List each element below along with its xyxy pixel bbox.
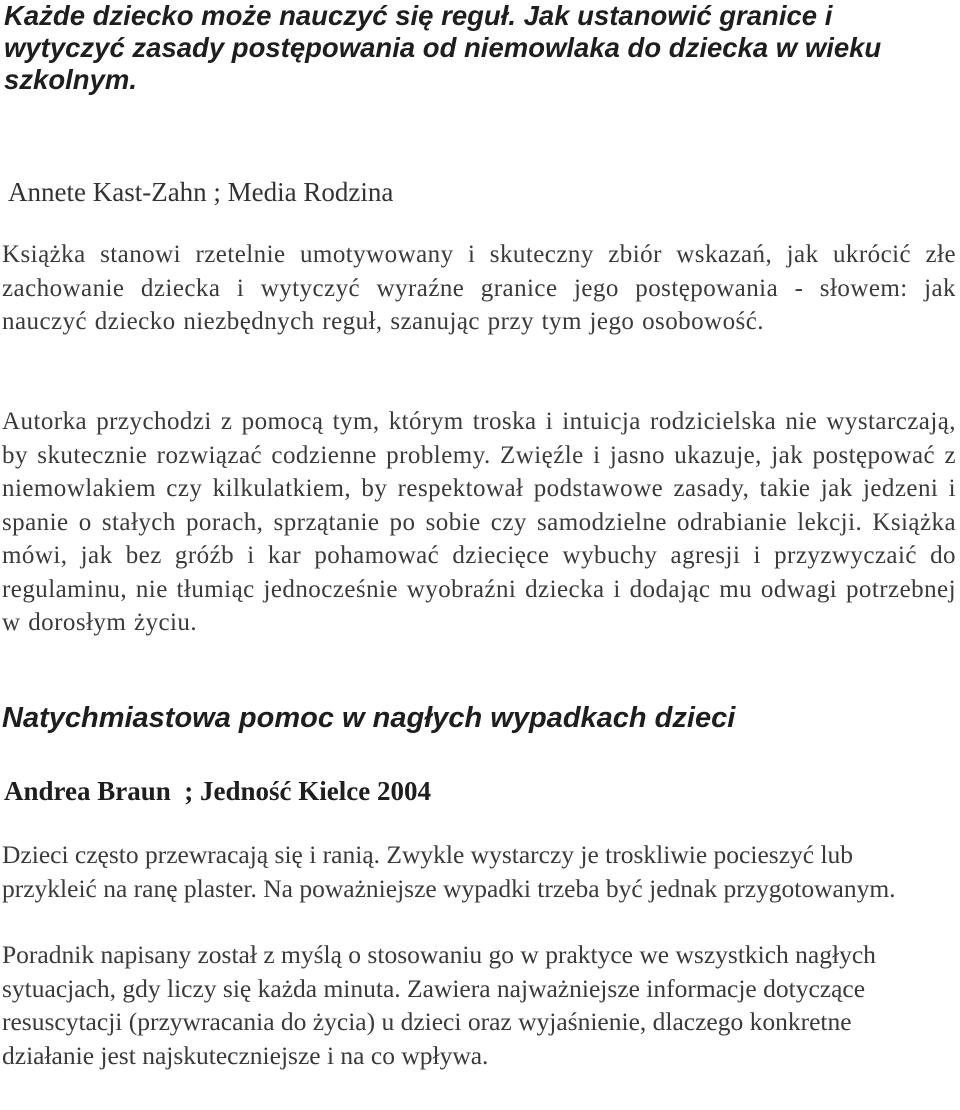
book-title: Natychmiastowa pomoc w nagłych wypadkach dzieci [2,702,736,734]
book-author-publisher: Andrea Braun ; Jedność Kielce 2004 [4,776,431,806]
book-title: Każde dziecko może nauczyć się reguł. Jak ustanowić granice i wytyczyć zasady postępowania od niemowlaka do dziecka w wieku szkolnym. [4,0,882,95]
book-author-publisher: Annete Kast-Zahn ; Media Rodzina [8,177,394,207]
book-description-paragraph: Autorka przychodzi z pomocą tym, którym troska i intuicja rodzicielska nie wystarczają, by skutecznie rozwiązać codzienne problemy. Zwięźle i jasno ukazuje, jak postępować z niemowlakiem czy kilkulatkiem, by respektował podstawowe zasady, takie jak jedzeni i spanie o stałych porach, sprzątanie po sobie czy samodzielne odrabianie lekcji. Książka mówi, jak bez gróźb i kar pohamować dziecięce wybuchy agresji i przyzwyczaić do regulaminu, nie tłumiąc jednocześnie wyobraźni dziecka i dodając mu odwagi potrzebnej w dorosłym życiu. [2,408,956,636]
book-description-paragraph: Dzieci często przewracają się i ranią. Zwykle wystarczy je troskliwie pocieszyć lub przykleić na ranę plaster. Na poważniejsze wypadki trzeba być jednak przygotowanym. [2,840,896,903]
book-description-paragraph: Poradnik napisany został z myślą o stosowaniu go w praktyce we wszystkich nagłych sytuacjach, gdy liczy się każda minuta. Zawiera najważniejsze informacje dotyczące resuscytacji (przywracania do życia) u dzieci oraz wyjaśnienie, dlaczego konkretne działanie jest najskuteczniejsze i na co wpływa. [2,940,876,1070]
book-description-paragraph: Książka stanowi rzetelnie umotywowany i skuteczny zbiór wskazań, jak ukrócić złe zachowanie dziecka i wytyczyć wyraźne granice jego postępowania - słowem: jak nauczyć dziecko niezbędnych reguł, szanując przy tym jego osobowość. [2,241,956,335]
